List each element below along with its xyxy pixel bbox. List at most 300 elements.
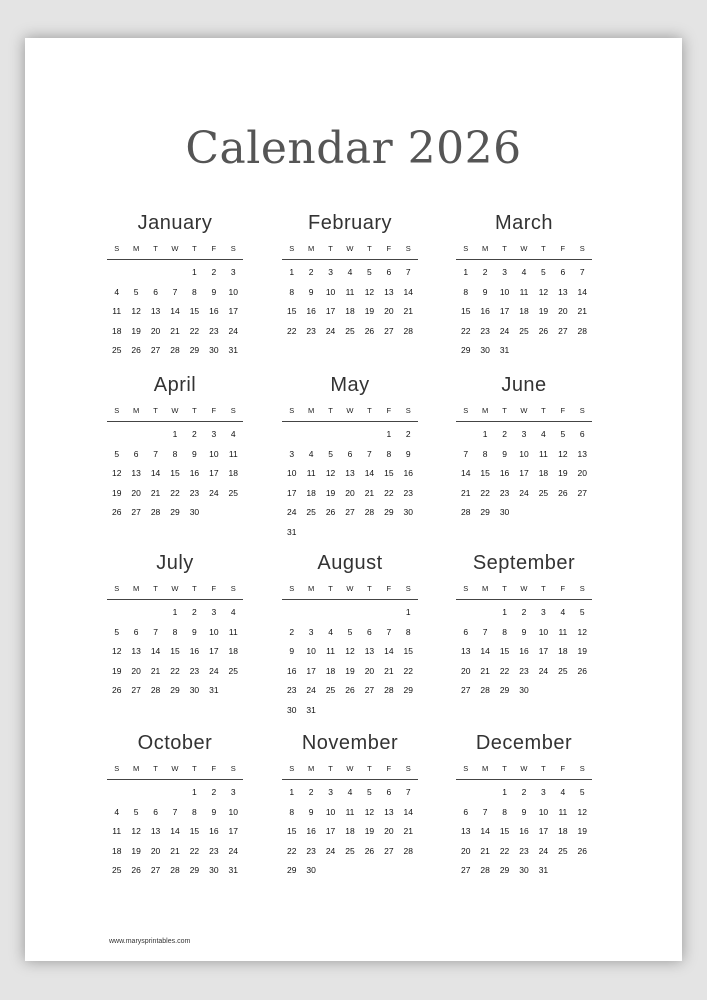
day-cell: 26: [577, 665, 588, 676]
day-cell: 19: [364, 306, 375, 316]
day-cell: 17: [209, 646, 219, 656]
empty-day-cell: [360, 425, 379, 445]
day-cell: 4: [308, 448, 314, 459]
day-cell: 18: [228, 646, 239, 656]
calendar-page: [25, 38, 682, 961]
day-cell: 13: [345, 468, 355, 478]
day-cell: 16: [519, 646, 529, 656]
day-cell: 4: [230, 607, 236, 617]
day-cell: 21: [150, 487, 161, 498]
day-cell: 29: [170, 685, 180, 695]
day-cell: 10: [325, 806, 336, 817]
day-cell: 8: [192, 286, 197, 297]
month-september: [456, 550, 592, 701]
day-cell: 19: [364, 826, 375, 836]
weekday-header: [456, 242, 592, 260]
day-cell: 3: [328, 787, 333, 797]
day-cell: 9: [308, 286, 314, 297]
day-cell: 25: [558, 665, 568, 676]
day-cell: 23: [209, 845, 219, 856]
day-cell: 3: [230, 267, 236, 277]
weekday-label: S: [463, 406, 469, 415]
day-cell: 29: [460, 345, 471, 355]
day-cell: 1: [289, 787, 295, 797]
day-cell: 2: [211, 787, 217, 797]
day-cell: 10: [499, 286, 510, 297]
day-cell: 24: [306, 685, 316, 695]
empty-day-cell: [146, 783, 165, 803]
weekday-label: S: [289, 584, 295, 593]
day-cell: 17: [286, 487, 297, 498]
day-cell: 21: [170, 845, 180, 856]
day-cell: 12: [577, 626, 588, 637]
day-cell: 26: [325, 507, 336, 517]
day-cell: 27: [150, 865, 161, 875]
day-cell: 22: [189, 845, 200, 856]
day-cell: 23: [306, 325, 316, 336]
empty-day-cell: [126, 603, 145, 623]
day-cell: 20: [364, 665, 375, 676]
day-cell: 14: [170, 306, 180, 316]
day-cell: 27: [150, 345, 161, 355]
empty-day-cell: [107, 425, 126, 445]
empty-day-cell: [456, 783, 475, 803]
day-cell: 29: [499, 685, 510, 695]
day-cell: 6: [386, 267, 392, 277]
day-cell: 24: [228, 325, 239, 336]
weekday-label: W: [171, 406, 179, 415]
day-cell: 6: [133, 448, 139, 459]
day-cell: 31: [209, 685, 219, 695]
day-cell: 1: [172, 429, 178, 439]
month-name: March: [494, 212, 554, 234]
day-cell: 27: [460, 685, 471, 695]
day-cell: 13: [150, 306, 161, 316]
day-cell: 24: [519, 487, 529, 498]
day-cell: 21: [170, 325, 180, 336]
day-cell: 21: [403, 826, 414, 836]
day-cell: 14: [460, 468, 471, 478]
day-cell: 26: [131, 865, 141, 875]
weekday-label: M: [482, 244, 489, 253]
day-cell: 10: [209, 448, 219, 459]
day-cell: 20: [384, 826, 394, 836]
empty-day-cell: [340, 603, 359, 623]
weekday-label: T: [367, 584, 372, 593]
day-cell: 1: [502, 607, 507, 617]
day-cell: 28: [170, 345, 180, 355]
weekday-label: T: [541, 244, 546, 253]
day-cell: 20: [460, 845, 471, 856]
day-cell: 17: [209, 468, 219, 478]
day-cell: 6: [463, 626, 469, 637]
day-cell: 13: [131, 646, 141, 656]
day-cell: 7: [367, 448, 372, 459]
day-cell: 7: [153, 448, 158, 459]
day-cell: 15: [286, 306, 297, 316]
day-cell: 17: [538, 646, 549, 656]
day-cell: 22: [286, 845, 297, 856]
day-cell: 14: [364, 468, 375, 478]
month-name: December: [475, 732, 573, 754]
day-cell: 8: [463, 286, 469, 297]
day-cell: 1: [463, 267, 469, 277]
day-cell: 25: [325, 685, 336, 695]
day-cell: 9: [192, 448, 197, 459]
weekday-label: W: [346, 764, 354, 773]
day-cell: 26: [577, 845, 588, 856]
weekday-header: [282, 762, 418, 780]
day-cell: 19: [538, 306, 549, 316]
weekday-label: W: [171, 584, 179, 593]
day-cell: 28: [460, 507, 471, 517]
weekday-label: S: [289, 244, 295, 253]
day-cell: 6: [153, 286, 158, 297]
day-cell: 6: [347, 448, 353, 459]
weekday-label: F: [211, 406, 217, 415]
month-december: [456, 730, 592, 881]
day-cell: 10: [228, 286, 239, 297]
day-cell: 29: [170, 507, 180, 517]
weekday-header: [282, 404, 418, 422]
day-cell: 7: [482, 806, 488, 817]
day-cell: 16: [306, 306, 316, 316]
day-cell: 15: [170, 646, 180, 656]
day-cell: 23: [519, 665, 529, 676]
day-cell: 8: [289, 806, 295, 817]
day-cell: 18: [558, 826, 568, 836]
weekday-label: F: [386, 584, 392, 593]
day-cell: 19: [111, 665, 122, 676]
weekday-label: S: [114, 244, 120, 253]
weekday-label: T: [367, 406, 372, 415]
day-cell: 19: [325, 487, 336, 498]
month-april: [107, 372, 243, 523]
day-cell: 15: [170, 468, 180, 478]
weekday-label: T: [502, 244, 507, 253]
day-cell: 10: [538, 806, 549, 817]
day-cell: 30: [403, 507, 414, 517]
day-cell: 9: [289, 646, 295, 656]
day-cell: 21: [384, 665, 394, 676]
month-august: [282, 550, 418, 720]
day-cell: 20: [558, 306, 568, 316]
day-cell: 14: [384, 646, 394, 656]
month-name: November: [301, 732, 399, 754]
day-cell: 27: [577, 487, 588, 498]
day-cell: 25: [345, 845, 355, 856]
weekday-label: M: [308, 764, 315, 773]
day-cell: 29: [403, 685, 414, 695]
empty-day-cell: [107, 263, 126, 283]
day-cell: 25: [228, 487, 239, 498]
day-cell: 4: [230, 429, 236, 439]
day-cell: 8: [405, 626, 411, 637]
day-cell: 5: [560, 429, 566, 439]
page-title: Calendar 2026: [185, 123, 522, 174]
day-cell: 23: [209, 325, 219, 336]
weekday-label: S: [230, 406, 236, 415]
day-grid: [456, 783, 592, 881]
day-cell: 5: [133, 806, 139, 817]
month-january: [107, 210, 243, 361]
weekday-label: S: [230, 244, 236, 253]
day-cell: 2: [308, 787, 314, 797]
day-cell: 24: [209, 665, 219, 676]
day-cell: 27: [384, 325, 394, 336]
day-cell: 3: [502, 267, 507, 277]
weekday-label: S: [405, 406, 411, 415]
day-cell: 10: [519, 448, 529, 459]
day-cell: 30: [480, 345, 490, 355]
weekday-label: T: [541, 764, 546, 773]
day-cell: 22: [403, 665, 414, 676]
day-cell: 3: [211, 429, 217, 439]
day-cell: 13: [150, 826, 161, 836]
day-cell: 13: [460, 646, 471, 656]
day-cell: 23: [189, 665, 200, 676]
day-cell: 20: [150, 845, 161, 856]
day-cell: 3: [541, 607, 546, 617]
day-cell: 6: [367, 626, 372, 637]
day-cell: 18: [228, 468, 239, 478]
weekday-label: S: [405, 764, 411, 773]
day-cell: 27: [131, 507, 141, 517]
weekday-label: S: [230, 764, 236, 773]
day-cell: 25: [306, 507, 316, 517]
weekday-label: T: [502, 406, 507, 415]
day-cell: 1: [192, 787, 197, 797]
day-cell: 13: [558, 286, 568, 297]
day-cell: 14: [150, 468, 161, 478]
empty-day-cell: [126, 263, 145, 283]
day-cell: 7: [463, 448, 469, 459]
day-cell: 7: [172, 286, 178, 297]
weekday-label: M: [482, 406, 489, 415]
day-cell: 11: [558, 626, 568, 637]
day-cell: 9: [192, 626, 197, 637]
day-cell: 2: [405, 429, 411, 439]
day-cell: 28: [480, 685, 490, 695]
day-cell: 15: [286, 826, 297, 836]
day-cell: 21: [577, 306, 588, 316]
day-cell: 31: [538, 865, 549, 875]
day-cell: 17: [306, 665, 316, 676]
empty-day-cell: [165, 263, 184, 283]
day-cell: 7: [482, 626, 488, 637]
day-cell: 4: [347, 267, 353, 277]
day-cell: 14: [403, 806, 414, 817]
day-cell: 4: [560, 787, 566, 797]
day-cell: 30: [519, 865, 529, 875]
day-cell: 14: [170, 826, 180, 836]
day-cell: 5: [114, 448, 120, 459]
weekday-label: S: [579, 406, 585, 415]
day-grid: [456, 603, 592, 701]
day-cell: 27: [460, 865, 471, 875]
day-cell: 13: [460, 826, 471, 836]
empty-day-cell: [126, 425, 145, 445]
day-cell: 2: [192, 429, 197, 439]
weekday-label: S: [289, 764, 295, 773]
weekday-header: [456, 404, 592, 422]
empty-day-cell: [282, 603, 301, 623]
day-cell: 8: [482, 448, 488, 459]
weekday-label: T: [192, 406, 197, 415]
empty-day-cell: [321, 425, 340, 445]
day-cell: 11: [326, 646, 335, 656]
day-cell: 10: [306, 646, 316, 656]
day-cell: 11: [112, 306, 122, 316]
day-cell: 26: [364, 325, 375, 336]
weekday-label: T: [153, 584, 158, 593]
day-cell: 21: [150, 665, 161, 676]
day-cell: 31: [228, 345, 239, 355]
day-cell: 24: [538, 845, 549, 856]
day-cell: 14: [150, 646, 161, 656]
day-cell: 6: [579, 429, 585, 439]
weekday-label: T: [153, 406, 158, 415]
day-cell: 2: [521, 607, 527, 617]
day-cell: 20: [131, 487, 141, 498]
weekday-header: [107, 242, 243, 260]
month-november: [282, 730, 418, 881]
day-cell: 8: [386, 448, 392, 459]
day-cell: 22: [170, 665, 180, 676]
day-cell: 5: [347, 626, 353, 637]
day-cell: 12: [364, 286, 375, 297]
day-grid: [107, 425, 243, 523]
empty-day-cell: [107, 603, 126, 623]
day-cell: 1: [289, 267, 295, 277]
day-cell: 18: [558, 646, 568, 656]
weekday-label: T: [153, 244, 158, 253]
day-cell: 12: [131, 306, 141, 316]
weekday-label: T: [502, 584, 507, 593]
day-cell: 16: [286, 665, 297, 676]
day-cell: 5: [541, 267, 546, 277]
day-cell: 28: [403, 845, 414, 856]
day-cell: 16: [306, 826, 316, 836]
day-cell: 29: [480, 507, 490, 517]
day-cell: 23: [519, 845, 529, 856]
day-cell: 27: [384, 845, 394, 856]
day-cell: 22: [460, 325, 471, 336]
day-cell: 18: [345, 306, 355, 316]
day-cell: 24: [325, 845, 336, 856]
day-cell: 10: [209, 626, 219, 637]
day-grid: [456, 425, 592, 523]
day-cell: 30: [189, 685, 200, 695]
empty-day-cell: [165, 783, 184, 803]
empty-day-cell: [340, 425, 359, 445]
day-cell: 31: [228, 865, 239, 875]
month-name: May: [330, 374, 370, 396]
day-cell: 27: [131, 685, 141, 695]
day-cell: 5: [133, 286, 139, 297]
day-cell: 16: [499, 468, 510, 478]
day-cell: 13: [364, 646, 375, 656]
day-cell: 12: [364, 806, 375, 817]
empty-day-cell: [456, 603, 475, 623]
day-cell: 27: [558, 325, 568, 336]
weekday-label: M: [133, 406, 140, 415]
weekday-header: [282, 242, 418, 260]
day-cell: 12: [538, 286, 549, 297]
weekday-label: T: [367, 764, 372, 773]
weekday-label: M: [133, 584, 140, 593]
day-cell: 22: [384, 487, 394, 498]
day-cell: 1: [172, 607, 178, 617]
day-cell: 5: [367, 267, 372, 277]
day-cell: 4: [541, 429, 546, 439]
day-cell: 11: [519, 286, 529, 297]
empty-day-cell: [146, 425, 165, 445]
weekday-label: F: [386, 244, 392, 253]
weekday-label: T: [502, 764, 507, 773]
day-cell: 23: [286, 685, 297, 695]
day-cell: 3: [308, 626, 314, 637]
month-name: February: [307, 212, 393, 234]
day-cell: 4: [328, 626, 333, 637]
day-cell: 30: [519, 685, 529, 695]
day-cell: 12: [577, 806, 588, 817]
day-cell: 24: [286, 507, 297, 517]
day-grid: [282, 263, 418, 341]
day-cell: 6: [560, 267, 566, 277]
day-cell: 6: [386, 787, 392, 797]
day-cell: 18: [538, 468, 549, 478]
day-cell: 17: [519, 468, 529, 478]
empty-day-cell: [379, 603, 398, 623]
weekday-label: T: [153, 764, 158, 773]
day-cell: 16: [189, 646, 200, 656]
day-cell: 30: [306, 865, 316, 875]
month-october: [107, 730, 243, 881]
weekday-label: F: [560, 244, 566, 253]
day-cell: 3: [289, 448, 295, 459]
day-cell: 7: [579, 267, 585, 277]
weekday-label: F: [386, 406, 392, 415]
weekday-label: S: [579, 764, 585, 773]
day-cell: 2: [211, 267, 217, 277]
weekday-label: S: [230, 584, 236, 593]
month-july: [107, 550, 243, 701]
day-cell: 8: [172, 626, 178, 637]
day-cell: 22: [499, 665, 510, 676]
day-cell: 19: [131, 325, 141, 336]
month-name: July: [156, 552, 194, 574]
day-cell: 22: [499, 845, 510, 856]
day-cell: 26: [364, 845, 375, 856]
day-cell: 10: [228, 806, 239, 817]
day-cell: 29: [189, 865, 200, 875]
day-cell: 2: [502, 429, 507, 439]
day-cell: 24: [325, 325, 336, 336]
day-cell: 17: [325, 826, 336, 836]
weekday-label: S: [114, 584, 120, 593]
day-cell: 21: [480, 665, 490, 676]
day-cell: 9: [211, 806, 217, 817]
day-cell: 2: [521, 787, 527, 797]
weekday-label: T: [328, 584, 333, 593]
day-cell: 6: [153, 806, 158, 817]
day-cell: 6: [463, 806, 469, 817]
day-grid: [456, 263, 592, 361]
day-cell: 18: [306, 487, 316, 498]
day-cell: 10: [538, 626, 549, 637]
day-grid: [107, 783, 243, 881]
